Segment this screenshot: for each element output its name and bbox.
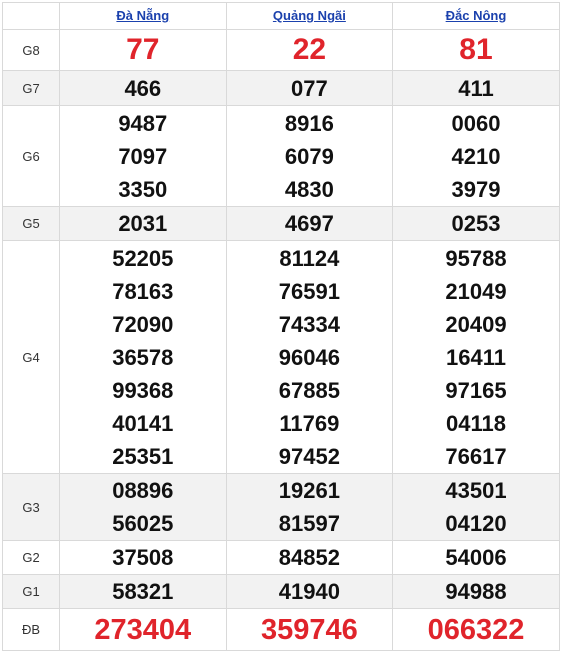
prize-number: 81 [459, 33, 493, 66]
province-header [226, 3, 393, 30]
prize-number: 78163 [112, 278, 174, 304]
prize-number: 20409 [445, 311, 507, 337]
jackpot-number: 273404 [94, 613, 192, 646]
prize-label: G8 [3, 30, 60, 71]
prize-row-g7 [3, 71, 560, 106]
prize-number: 99368 [112, 377, 174, 403]
prize-number: 4210 [451, 143, 501, 169]
prize-number: 04118 [446, 410, 506, 436]
prize-label: G4 [3, 241, 60, 474]
prize-number: 19261 [278, 478, 340, 503]
prize-number: 94988 [445, 579, 507, 604]
prize-number: 77 [126, 33, 160, 66]
prize-number: 0060 [451, 110, 501, 136]
prize-number: 3979 [451, 176, 501, 202]
prize-number: 96046 [278, 344, 340, 370]
prize-number: 3350 [118, 176, 168, 202]
prize-row-db [3, 609, 560, 651]
prize-row-g3 [3, 474, 560, 541]
prize-row-g8 [3, 30, 560, 71]
prize-label: G3 [3, 474, 60, 541]
province-link-quang-ngai[interactable]: Quảng Ngãi [272, 8, 346, 23]
prize-number: 4697 [284, 211, 334, 236]
prize-number: 72090 [112, 311, 174, 337]
header-row [3, 3, 560, 30]
prize-number: 36578 [112, 344, 174, 370]
prize-number: 21049 [445, 278, 507, 304]
prize-number: 411 [458, 75, 494, 101]
prize-number: 8916 [284, 110, 334, 136]
prize-row-g4 [3, 241, 560, 474]
prize-row-g5 [3, 207, 560, 241]
prize-number: 52205 [112, 245, 174, 271]
prize-number: 97452 [278, 443, 340, 469]
prize-number: 466 [124, 75, 162, 101]
jackpot-number: 359746 [261, 613, 358, 646]
prize-number: 2031 [118, 211, 168, 236]
prize-number: 16411 [446, 344, 506, 370]
province-header [393, 3, 560, 30]
lottery-results-table [2, 2, 560, 651]
prize-number: 37508 [112, 545, 174, 570]
prize-number: 11769 [279, 410, 340, 436]
prize-number: 077 [291, 75, 328, 101]
prize-number: 81124 [279, 245, 340, 271]
province-link-da-nang[interactable]: Đà Nẵng [116, 8, 170, 23]
prize-number: 76591 [278, 278, 340, 304]
prize-number: 58321 [112, 579, 174, 604]
prize-label: G2 [3, 541, 60, 575]
prize-row-g6 [3, 106, 560, 207]
prize-row-g2 [3, 541, 560, 575]
prize-number: 08896 [112, 478, 174, 503]
prize-number: 54006 [445, 545, 507, 570]
prize-number: 9487 [118, 110, 168, 136]
prize-number: 6079 [284, 143, 334, 169]
prize-label: G1 [3, 575, 60, 609]
prize-number: 0253 [451, 211, 501, 236]
prize-number: 97165 [445, 377, 507, 403]
province-header [60, 3, 227, 30]
prize-number: 56025 [112, 511, 174, 536]
prize-number: 7097 [118, 143, 168, 169]
prize-number: 43501 [445, 478, 507, 503]
prize-number: 40141 [112, 410, 174, 436]
prize-number: 25351 [112, 443, 174, 469]
prize-label: G6 [3, 106, 60, 207]
prize-number: 22 [292, 33, 327, 66]
prize-number: 74334 [278, 311, 340, 337]
prize-number: 95788 [445, 245, 507, 271]
prize-number: 4830 [284, 176, 334, 202]
prize-number: 67885 [278, 377, 340, 403]
prize-number: 76617 [445, 443, 507, 469]
prize-label: G5 [3, 207, 60, 241]
prize-row-g1 [3, 575, 560, 609]
prize-number: 41940 [278, 579, 340, 604]
prize-label: ĐB [3, 609, 60, 651]
prize-number: 84852 [278, 545, 340, 570]
corner-cell [3, 3, 60, 30]
prize-number: 81597 [278, 511, 340, 536]
prize-label: G7 [3, 71, 60, 106]
province-link-dac-nong[interactable]: Đắc Nông [445, 8, 507, 23]
jackpot-number: 066322 [427, 613, 525, 646]
prize-number: 04120 [445, 511, 507, 536]
